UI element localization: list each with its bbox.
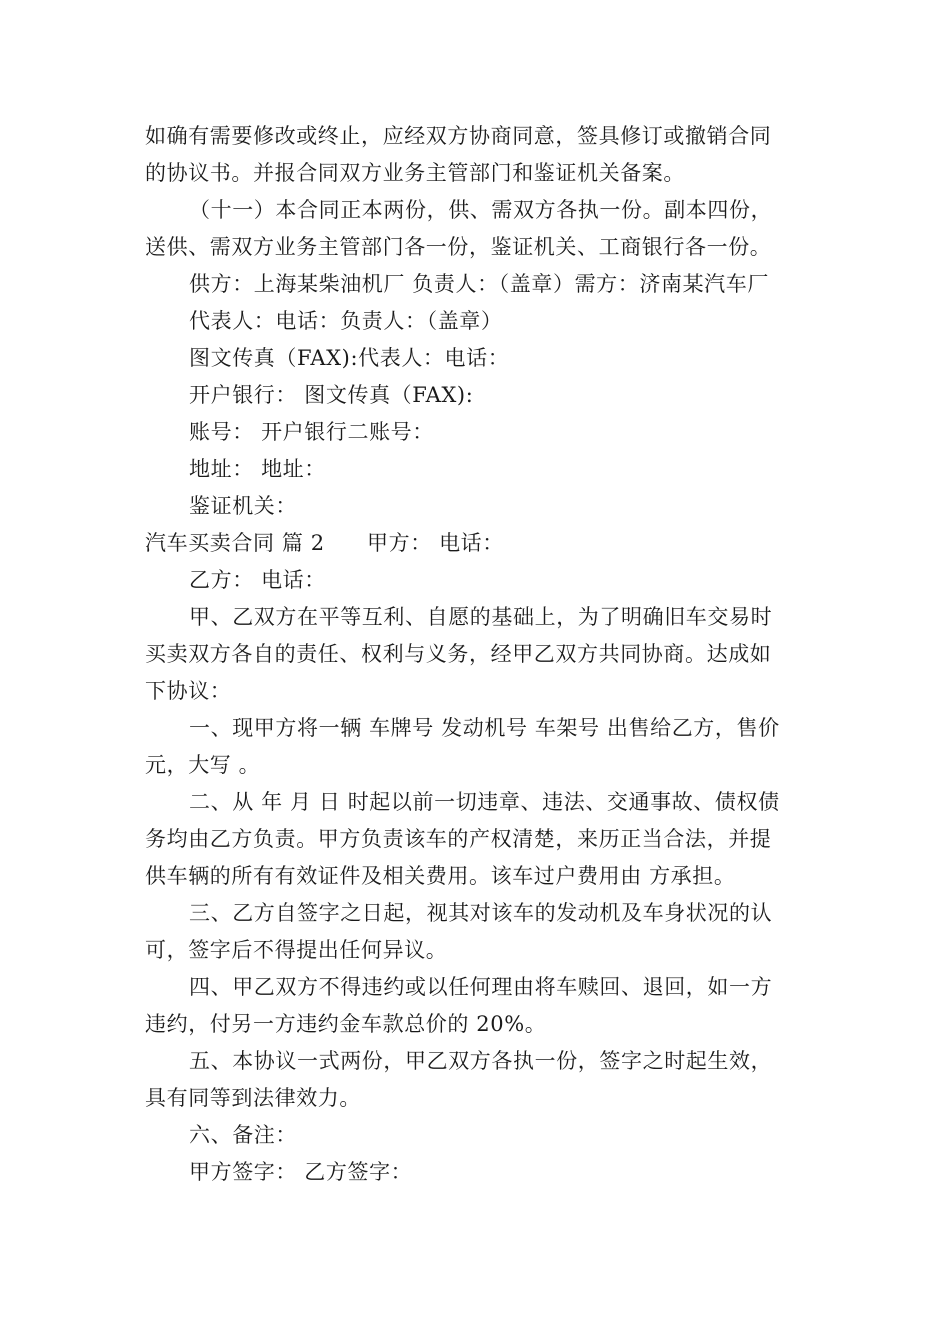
clause-line: 二、从 年 月 日 时起以前一切违章、违法、交通事故、债权债 bbox=[189, 790, 780, 814]
signature-block-line: 供方：上海某柴油机厂 负责人：（盖章）需方：济南某汽车厂 bbox=[189, 272, 769, 296]
document-body bbox=[145, 118, 810, 1191]
clause-line: 三、乙方自签字之日起，视其对该车的发动机及车身状况的认 bbox=[189, 901, 773, 925]
clause-line: 供车辆的所有有效证件及相关费用。该车过户费用由 方承担。 bbox=[145, 864, 736, 888]
clause-line: 一、现甲方将一辆 车牌号 发动机号 车架号 出售给乙方，售价 bbox=[189, 716, 780, 740]
party-a-field: 甲方： 电话： bbox=[367, 531, 504, 555]
clause-line: 可，签字后不得提出任何异议。 bbox=[145, 938, 448, 962]
clause-line: 务均由乙方负责。甲方负责该车的产权清楚，来历正当合法，并提 bbox=[145, 827, 772, 851]
signature-line: 甲方签字： 乙方签字： bbox=[189, 1160, 413, 1184]
party-b-field: 乙方： 电话： bbox=[189, 568, 326, 592]
signature-block-line: 地址： 地址： bbox=[189, 457, 326, 481]
clause-line: 具有同等到法律效力。 bbox=[145, 1086, 361, 1110]
signature-block-line: 开户银行： 图文传真（FAX): bbox=[189, 383, 474, 407]
signature-block-line: 代表人：电话：负责人：（盖章） bbox=[189, 309, 503, 333]
clause-line: 违约，付另一方违约金车款总价的 20%。 bbox=[145, 1012, 547, 1036]
paragraph-line: 甲、乙双方在平等互利、自愿的基础上，为了明确旧车交易时 bbox=[189, 605, 773, 629]
clause-line: 四、甲乙双方不得违约或以任何理由将车赎回、退回，如一方 bbox=[189, 975, 773, 999]
contract-title: 汽车买卖合同 篇 2 bbox=[145, 531, 325, 555]
clause-line: 元，大写 。 bbox=[145, 753, 261, 777]
paragraph-line: 送供、需双方业务主管部门各一份，鉴证机关、工商银行各一份。 bbox=[145, 235, 772, 259]
contract-heading bbox=[145, 525, 810, 562]
paragraph-line: 买卖双方各自的责任、权利与义务，经甲乙双方共同协商。达成如 bbox=[145, 642, 772, 666]
remarks-line: 六、备注： bbox=[189, 1123, 297, 1147]
signature-block-line: 图文传真（FAX):代表人：电话： bbox=[189, 346, 510, 370]
paragraph-line: 的协议书。并报合同双方业务主管部门和鉴证机关备案。 bbox=[145, 161, 685, 185]
paragraph-line: 如确有需要修改或终止，应经双方协商同意，签具修订或撤销合同 bbox=[145, 124, 772, 148]
paragraph-line: 下协议： bbox=[145, 679, 232, 703]
paragraph-line: （十一）本合同正本两份，供、需双方各执一份。副本四份， bbox=[189, 198, 773, 222]
signature-block-line: 鉴证机关： bbox=[189, 494, 297, 518]
signature-block-line: 账号： 开户银行二账号： bbox=[189, 420, 434, 444]
clause-line: 五、本协议一式两份，甲乙双方各执一份，签字之时起生效， bbox=[189, 1049, 773, 1073]
